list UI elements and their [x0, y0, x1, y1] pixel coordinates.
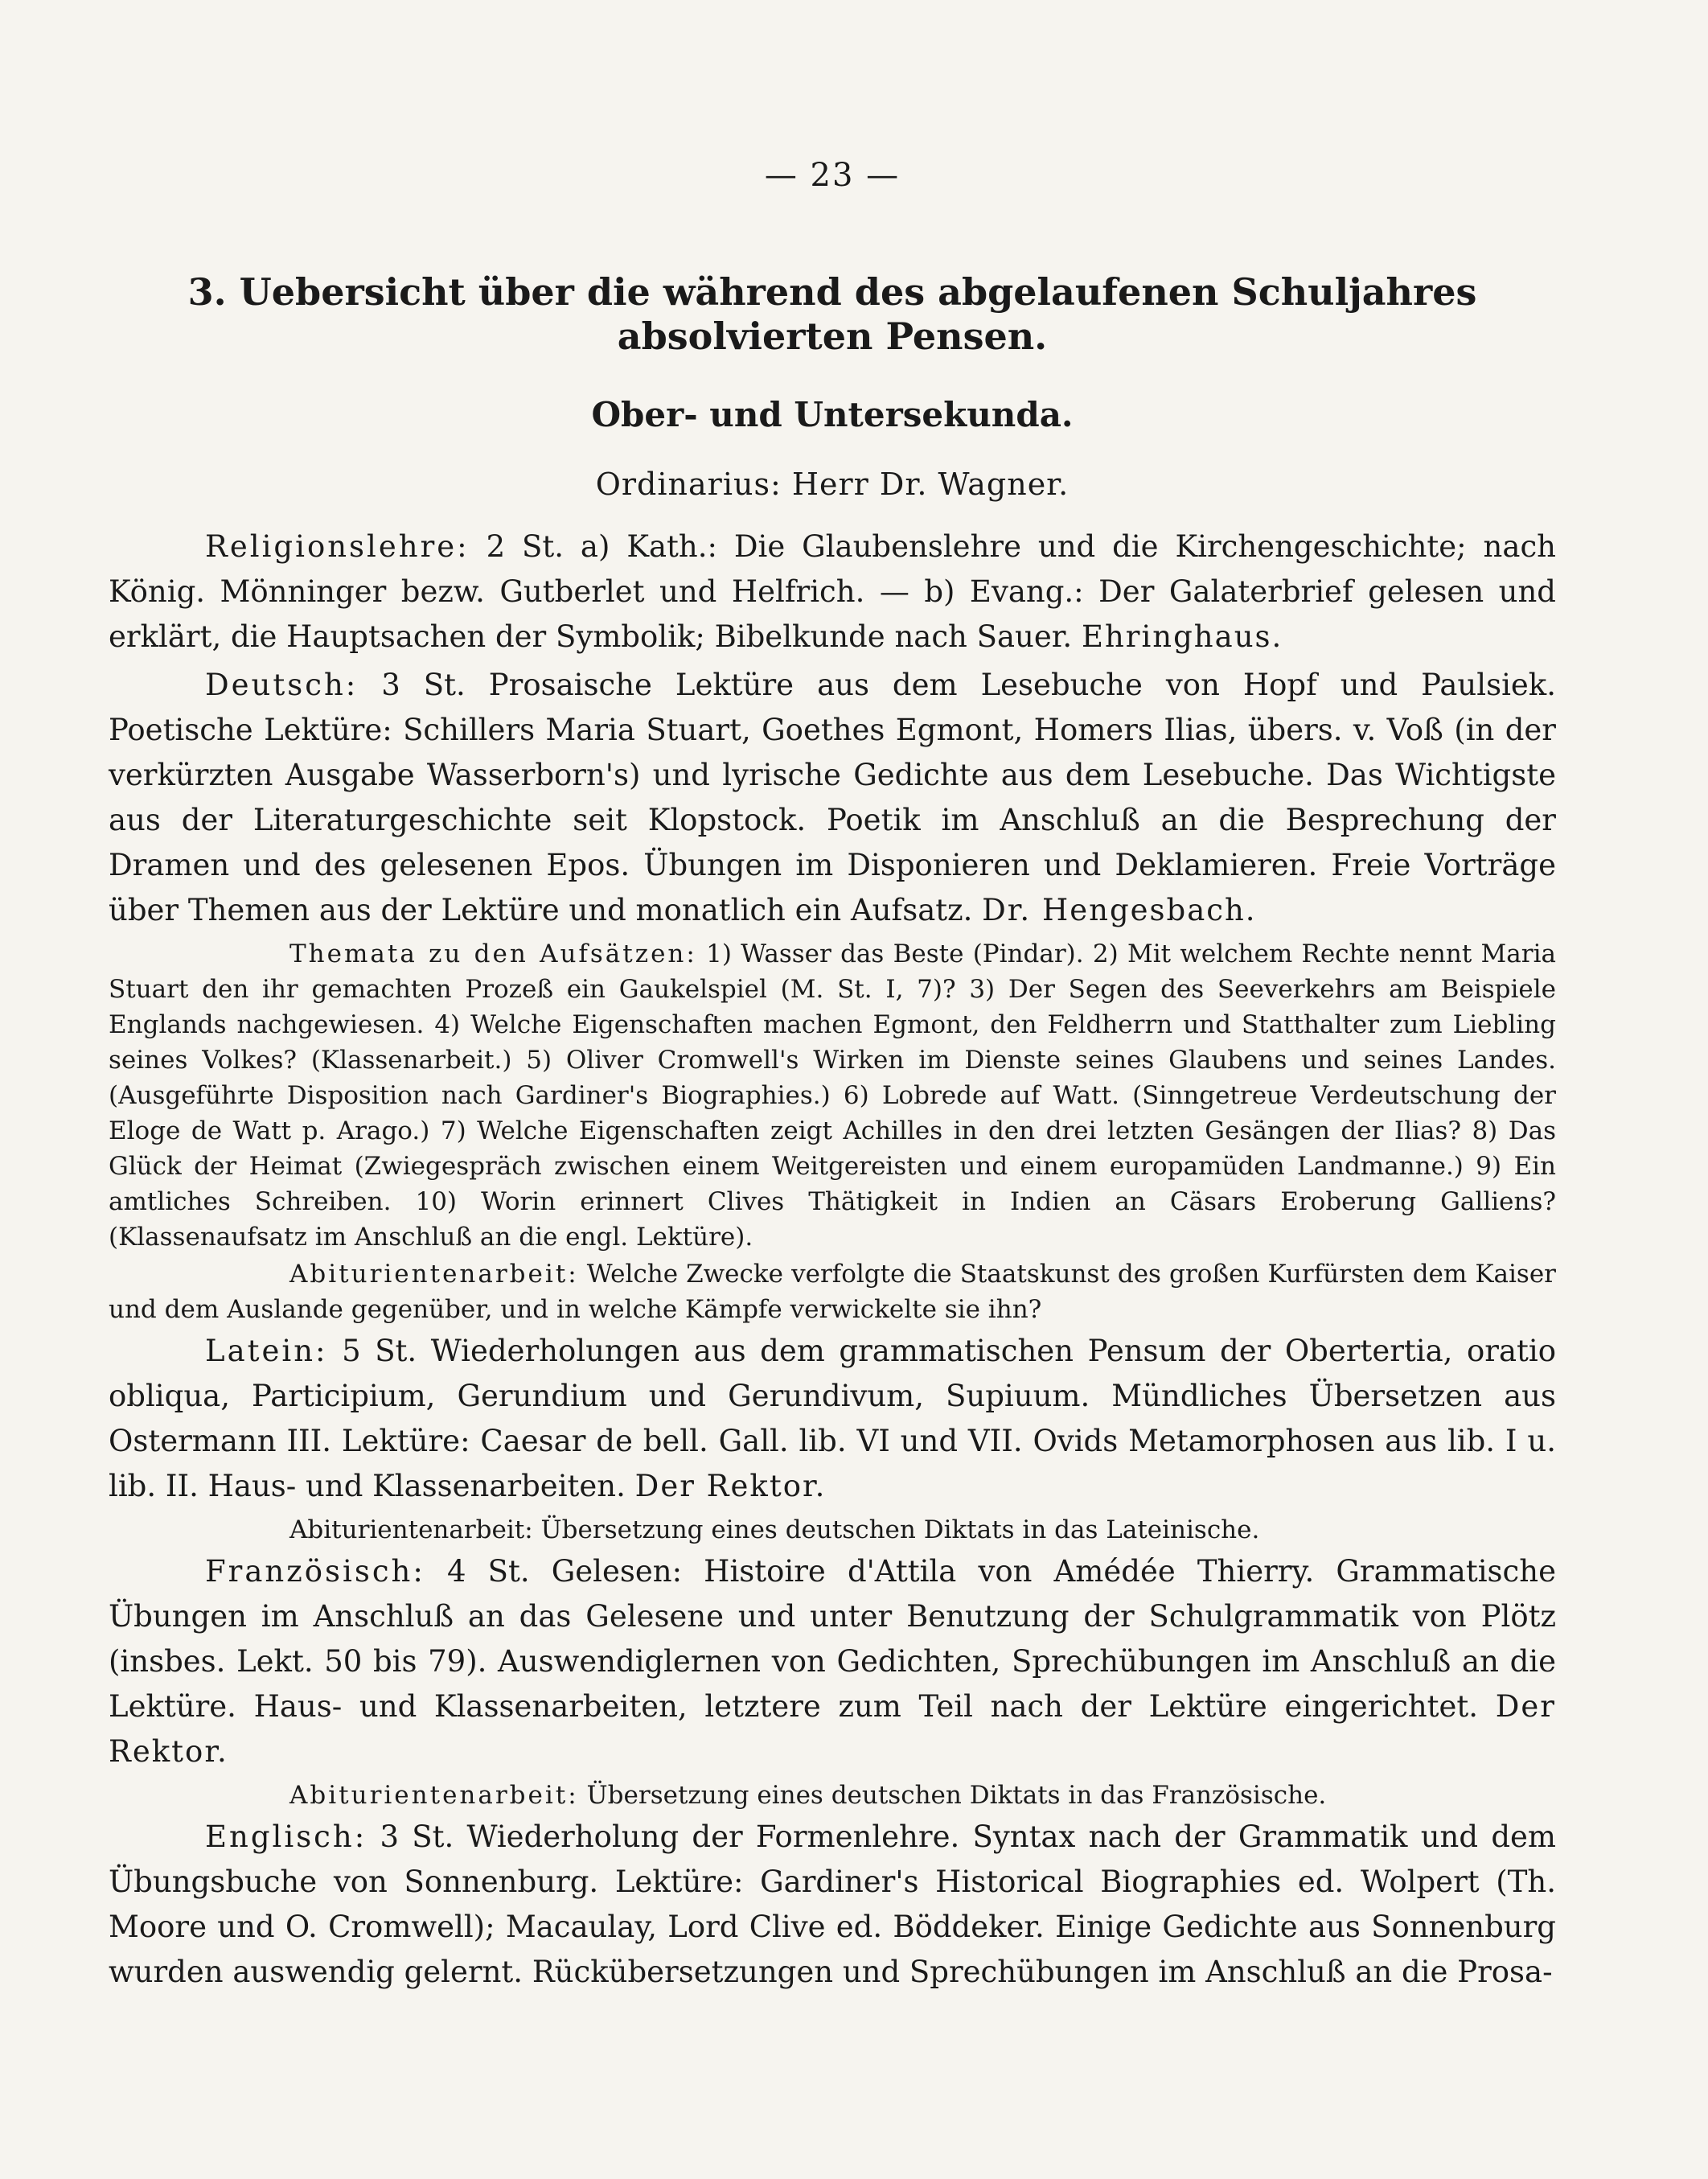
abitur-label: Abiturientenarbeit:: [289, 1260, 579, 1289]
themata-text: 1) Wasser das Beste (Pindar). 2) Mit welchem Rechte nennt Maria Stuart den ihr gemachten Prozeß ein Gaukelspiel (M. St. I, 7)? 3) Der Segen des Seeverkehrs am Beispiele Englands nachgewiesen. 4) Welche Eigenschaften machen Egmont, den Feldherrn und Statthalter zum Liebling seines Volkes? (Klassenarbeit.) 5) Oliver Cromwell's Wirken im Dienste seines Glaubens und seines Landes. (Ausgeführte Disposition nach Gardiner's Biographies.) 6) Lobrede auf Watt. (Sinngetreue Verdeutschung der Eloge de Watt p. Arago.) 7) Welche Eigenschaften zeigt Achilles in den drei letzten Gesängen der Ilias? 8) Das Glück der Heimat (Zwiegespräch zwischen einem Weitgereisten und einem europamüden Landmanne.) 9) Ein amtliches Schreiben. 10) Worin erinnert Clives Thätigkeit in Indien an Cäsars Eroberung Galliens? (Klassenaufsatz im Anschluß an die engl. Lektüre).: [109, 939, 1556, 1252]
latein-paragraph: [109, 1329, 1556, 1509]
abitur-text: Welche Zwecke verfolgte die Staatskunst des großen Kurfürsten dem Kaiser und dem Auslande gegenüber, und in welche Kämpfe verwickelte sie ihn?: [109, 1260, 1556, 1325]
section-title: 3. Uebersicht über die während des abgelaufenen Schuljahres absolvierten Pensen.: [187, 270, 1477, 359]
subject-label: Latein:: [205, 1334, 328, 1369]
franzoesisch-abitur-paragraph: [109, 1778, 1556, 1813]
teacher-name: Der Rektor.: [634, 1469, 827, 1504]
englisch-paragraph: [109, 1815, 1556, 1995]
franzoesisch-paragraph: [109, 1549, 1556, 1774]
paragraph-text: 3 St. Prosaische Lektüre aus dem Lesebuche von Hopf und Paulsiek. Poetische Lektüre: Schillers Maria Stuart, Goethes Egmont, Homers Ilias, übers. v. Voß (in der verkürzten Ausgabe Wasserborn's) und lyrische Gedichte aus dem Lesebuche. Das Wichtigste aus der Literaturgeschichte seit Klopstock. Poetik im Anschluß an die Besprechung der Dramen und des gelesenen Epos. Übungen im Disponieren und Deklamieren. Freie Vorträge über Themen aus der Lektüre und monatlich ein Aufsatz.: [109, 668, 1556, 928]
paragraph-text: 3 St. Wiederholung der Formenlehre. Syntax nach der Grammatik und dem Übungsbuche von Sonnenburg. Lektüre: Gardiner's Historical Biographies ed. Wolpert (Th. Moore und O. Cromwell); Macaulay, Lord Clive ed. Böddeker. Einige Gedichte aus Sonnenburg wurden auswendig gelernt. Rückübersetzungen und Sprechübungen im Anschluß an die Prosa-: [109, 1819, 1556, 1990]
teacher-name: Ehringhaus.: [1081, 619, 1283, 655]
religion-paragraph: [109, 524, 1556, 660]
abitur-label: Abiturientenarbeit:: [289, 1781, 579, 1811]
subject-label: Französisch:: [205, 1554, 425, 1589]
subject-label: Deutsch:: [205, 668, 359, 703]
paragraph-text: 4 St. Gelesen: Histoire d'Attila von Amédée Thierry. Grammatische Übungen im Anschluß an das Gelesene und unter Benutzung der Schulgrammatik von Plötz (insbes. Lekt. 50 bis 79). Auswendiglernen von Gedichten, Sprechübungen im Anschluß an die Lektüre. Haus- und Klassenarbeiten, letztere zum Teil nach der Lektüre eingerichtet.: [109, 1554, 1556, 1725]
ordinarius-line: Ordinarius: Herr Dr. Wagner.: [595, 467, 1070, 503]
latein-abitur-paragraph: [109, 1512, 1556, 1548]
document-page: [109, 157, 1556, 1998]
deutsch-abitur-paragraph: [109, 1256, 1556, 1327]
subject-label: Religionslehre:: [205, 529, 470, 565]
abitur-label: Abiturientenarbeit:: [289, 1515, 533, 1545]
abitur-text: Übersetzung eines deutschen Diktats in das Französische.: [578, 1781, 1327, 1811]
themata-label: Themata zu den Aufsätzen:: [289, 939, 697, 969]
deutsch-paragraph: [109, 663, 1556, 933]
teacher-name: Dr. Hengesbach.: [982, 893, 1257, 928]
class-title: Ober- und Untersekunda.: [591, 395, 1074, 435]
subject-label: Englisch:: [205, 1819, 367, 1855]
teacher-name: Der Rektor.: [109, 1689, 1556, 1770]
paragraph-text: 5 St. Wiederholungen aus dem grammatischen Pensum der Obertertia, oratio obliqua, Participium, Gerundium und Gerundivum, Supiuum. Mündliches Übersetzen aus Ostermann III. Lektüre: Caesar de bell. Gall. lib. VI und VII. Ovids Metamorphosen aus lib. I u. lib. II. Haus- und Klassenarbeiten.: [109, 1334, 1556, 1504]
themata-paragraph: [109, 936, 1556, 1255]
paragraph-text: 2 St. a) Kath.: Die Glaubenslehre und die Kirchengeschichte; nach König. Mönninger bezw. Gutberlet und Helfrich. — b) Evang.: Der Galaterbrief gelesen und erklärt, die Hauptsachen der Symbolik; Bibelkunde nach Sauer.: [109, 529, 1556, 655]
abitur-text: Übersetzung eines deutschen Diktats in das Lateinische.: [532, 1515, 1260, 1545]
page-number: — 23 —: [764, 157, 901, 194]
